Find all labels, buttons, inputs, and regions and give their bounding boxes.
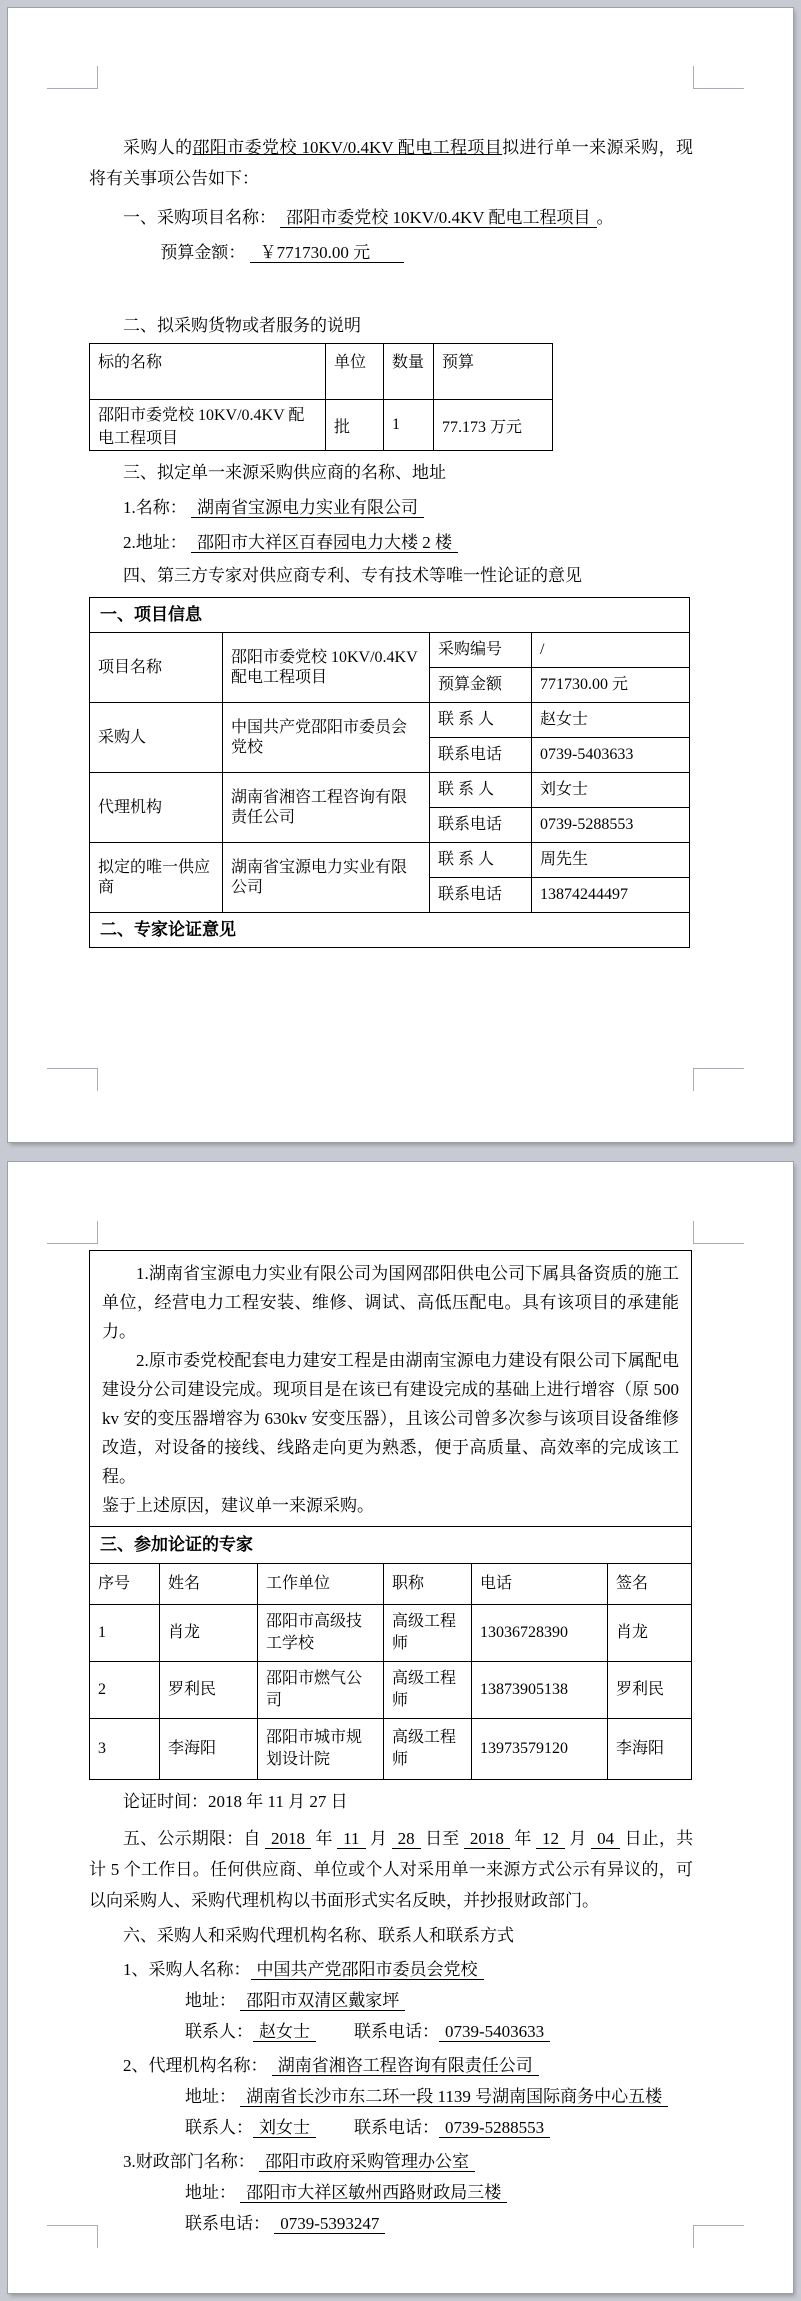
expert-row-3 [90,1719,692,1780]
intro-prefix: 采购人的 [123,138,193,157]
purchaser-phone-value: 0739-5403633 [439,2022,550,2042]
supplier-addr-line [89,527,693,558]
finance-phone-label: 联系电话： [185,2214,270,2233]
from-year: 2018 [265,1829,311,1849]
info-purchaser-sub0-value: 赵女士 [532,703,690,738]
agency-name-line [89,2050,693,2081]
supplier-addr-value: 邵阳市大祥区百春园电力大楼 2 楼 [191,533,458,553]
expert2-name: 罗利民 [160,1662,258,1719]
expert2-title: 高级工程师 [384,1662,472,1719]
finance-name-line [89,2146,693,2177]
month-label-2: 月 [569,1829,587,1848]
agency-addr-line [89,2081,693,2112]
purchaser-name-line [89,1954,693,1985]
info-purchaser-sub0-label: 联 系 人 [430,703,532,738]
info-agency-label: 代理机构 [90,773,223,843]
project-name-line [89,202,693,233]
supplier-name-value: 湖南省宝源电力实业有限公司 [191,498,424,518]
intro-project-name: 邵阳市委党校 10KV/0.4KV 配电工程项目 [192,138,503,157]
section6-heading: 六、采购人和采购代理机构名称、联系人和联系方式 [123,1926,514,1945]
purchaser-name-label: 1、采购人名称： [123,1960,251,1979]
expert1-no: 1 [90,1605,160,1662]
expert3-title: 高级工程师 [384,1719,472,1780]
experts-header-phone: 电话 [472,1564,608,1605]
purchaser-addr-label: 地址： [185,1991,236,2010]
finance-phone-value: 0739-5393247 [274,2214,385,2234]
goods-header-unit: 单位 [326,344,384,400]
info-supplier-value: 湖南省宝源电力实业有限公司 [223,843,430,913]
goods-data-row [90,400,553,451]
agency-phone-label: 联系电话： [354,2118,439,2137]
expert2-org: 邵阳市燃气公司 [258,1662,384,1719]
opinion-paragraph-2: 2.原市委党校配套电力建安工程是由湖南宝源电力建设有限公司下属配电建设分公司建设完成。现项目是在该已有建设完成的基础上进行增容（原 500kv 安的变压器增容为 630kv 安变压器），且该公司曾多次参与该项目设备维修改造，对设备的接线、线路走向更为熟悉，便于高质量、高效率的完成该工程。 [102,1351,680,1486]
opinion-conclusion: 鉴于上述原因，建议单一来源采购。 [102,1496,374,1515]
info-agency-sub1-label: 联系电话 [430,808,532,843]
supplier-name-line [89,492,693,523]
agency-addr-value: 湖南省长沙市东二环一段 1139 号湖南国际商务中心五楼 [240,2087,668,2107]
expert1-name: 肖龙 [160,1605,258,1662]
goods-cell-budget: 77.173 万元 [434,400,553,451]
project-info-table [89,597,690,948]
project-name-suffix: 。 [596,208,614,227]
section2-heading: 二、拟采购货物或者服务的说明 [123,316,361,335]
info-row-agency [90,773,690,808]
expert1-phone: 13036728390 [472,1605,608,1662]
page-1-content [89,8,693,948]
publicity-tail: 日止，共计 5 个工作日。任何供应商、单位或个人对采用单一来源方式公示有异议的，可以向采购人、采购代理机构以书面形式实名反映，并抄报财政部门。 [89,1829,694,1910]
publicity-period-paragraph [89,1823,693,1916]
section3-heading: 三、拟定单一来源采购供应商的名称、地址 [123,463,446,482]
finance-name-value: 邵阳市政府采购管理办公室 [259,2152,475,2172]
expert1-org: 邵阳市高级技工学校 [258,1605,384,1662]
info-row-purchaser [90,703,690,738]
margin-mark-bottom-left-icon [47,1068,98,1091]
page-2-content [89,1162,693,2239]
expert-row-2 [90,1662,692,1719]
project-name-label: 一、采购项目名称： [123,208,276,227]
expert2-no: 2 [90,1662,160,1719]
expert3-name: 李海阳 [160,1719,258,1780]
page-2 [8,1162,793,2293]
purchaser-contact-line [89,2016,693,2047]
intro-paragraph [89,132,693,194]
info-agency-sub0-value: 刘女士 [532,773,690,808]
info-section2-title: 二、专家论证意见 [90,913,690,948]
expert1-sign: 肖龙 [608,1605,692,1662]
budget-line [89,237,693,268]
page-1 [8,8,793,1142]
agency-name-label: 2、代理机构名称： [123,2056,268,2075]
experts-header-row [90,1564,692,1605]
purchaser-person-value: 赵女士 [253,2022,316,2042]
info-agency-sub0-label: 联 系 人 [430,773,532,808]
expert3-no: 3 [90,1719,160,1780]
to-day: 04 [591,1829,620,1849]
finance-addr-label: 地址： [185,2183,236,2202]
info-project-sub1-value: 771730.00 元 [532,668,690,703]
experts-header-sign: 签名 [608,1564,692,1605]
info-row-supplier [90,843,690,878]
info-project-label: 项目名称 [90,633,223,703]
experts-header-no: 序号 [90,1564,160,1605]
expert-row-1 [90,1605,692,1662]
goods-cell-quantity: 1 [384,400,434,451]
agency-phone-value: 0739-5288553 [439,2118,550,2138]
opinion-text-cell [90,1251,692,1527]
margin-mark-bottom-right-icon [693,2225,744,2248]
goods-cell-name: 邵阳市委党校 10KV/0.4KV 配电工程项目 [90,400,326,451]
goods-header-quantity: 数量 [384,344,434,400]
experts-header-title: 职称 [384,1564,472,1605]
goods-header-budget: 预算 [434,344,553,400]
experts-header-name: 姓名 [160,1564,258,1605]
info-purchaser-sub1-value: 0739-5403633 [532,738,690,773]
info-purchaser-value: 中国共产党邵阳市委员会党校 [223,703,430,773]
expert3-org: 邵阳市城市规划设计院 [258,1719,384,1780]
expert2-sign: 罗利民 [608,1662,692,1719]
agency-contact-line [89,2112,693,2143]
demonstration-time-line: 论证时间：2018 年 11 月 27 日 [123,1792,348,1811]
info-section1-row [90,598,690,633]
goods-header-name: 标的名称 [90,344,326,400]
expert2-phone: 13873905138 [472,1662,608,1719]
info-supplier-sub1-value: 13874244497 [532,878,690,913]
agency-person-label: 联系人： [185,2118,253,2137]
finance-name-label: 3.财政部门名称： [123,2152,255,2171]
finance-addr-line [89,2177,693,2208]
opinion-paragraph-1: 1.湖南省宝源电力实业有限公司为国网邵阳供电公司下属具备资质的施工单位，经营电力工程安装、维修、调试、高低压配电。具有该项目的承建能力。 [102,1264,680,1341]
purchaser-person-label: 联系人： [185,2022,253,2041]
year-label: 年 [315,1829,333,1848]
info-agency-value: 湖南省湘咨工程咨询有限责任公司 [223,773,430,843]
from-month: 11 [337,1829,365,1849]
info-project-sub0-label: 采购编号 [430,633,532,668]
info-supplier-sub1-label: 联系电话 [430,878,532,913]
goods-header-row [90,344,553,400]
margin-mark-top-right-icon [693,1221,744,1244]
info-section1-title: 一、项目信息 [90,598,690,633]
experts-header-org: 工作单位 [258,1564,384,1605]
purchaser-addr-value: 邵阳市双清区戴家坪 [240,1991,405,2011]
expert-opinion-table [89,1250,692,1780]
margin-mark-top-right-icon [693,66,744,89]
finance-addr-value: 邵阳市大祥区敏州西路财政局三楼 [240,2183,507,2203]
info-project-sub1-label: 预算金额 [430,668,532,703]
intro-suffix: 拟进行单一来源采购，现将有关事项公告如下： [89,138,693,188]
goods-table [89,343,553,451]
purchaser-phone-label: 联系电话： [354,2022,439,2041]
info-project-value: 邵阳市委党校 10KV/0.4KV 配电工程项目 [223,633,430,703]
info-purchaser-label: 采购人 [90,703,223,773]
from-day: 28 [392,1829,421,1849]
budget-label: 预算金额： [160,243,246,262]
supplier-addr-label: 2.地址： [123,533,187,552]
agency-person-value: 刘女士 [253,2118,316,2138]
to-month: 12 [536,1829,565,1849]
agency-addr-label: 地址： [185,2087,236,2106]
info-purchaser-sub1-label: 联系电话 [430,738,532,773]
info-supplier-sub0-value: 周先生 [532,843,690,878]
budget-value: ￥771730.00 元 [250,243,405,263]
margin-mark-bottom-right-icon [693,1068,744,1091]
expert1-title: 高级工程师 [384,1605,472,1662]
agency-name-value: 湖南省湘咨工程咨询有限责任公司 [272,2056,539,2076]
month-label: 月 [369,1829,388,1848]
to-year: 2018 [464,1829,510,1849]
info-row-project [90,633,690,668]
info-supplier-sub0-label: 联 系 人 [430,843,532,878]
finance-phone-line [89,2208,693,2239]
experts-title-row [90,1527,692,1564]
purchaser-addr-line [89,1985,693,2016]
info-section2-row [90,913,690,948]
info-project-sub0-value: / [532,633,690,668]
expert3-sign: 李海阳 [608,1719,692,1780]
purchaser-name-value: 中国共产党邵阳市委员会党校 [251,1960,484,1980]
project-name-value: 邵阳市委党校 10KV/0.4KV 配电工程项目 [280,208,596,228]
publicity-prefix: 五、公示期限：自 [123,1829,261,1848]
expert3-phone: 13973579120 [472,1719,608,1780]
year-label-2: 年 [514,1829,532,1848]
supplier-name-label: 1.名称： [123,498,187,517]
info-supplier-label: 拟定的唯一供应商 [90,843,223,913]
section4-heading: 四、第三方专家对供应商专利、专有技术等唯一性论证的意见 [123,566,582,585]
info-agency-sub1-value: 0739-5288553 [532,808,690,843]
opinion-text-row [90,1251,692,1527]
goods-cell-unit: 批 [326,400,384,451]
experts-title: 三、参加论证的专家 [90,1527,692,1564]
to-connector: 日至 [425,1829,460,1848]
